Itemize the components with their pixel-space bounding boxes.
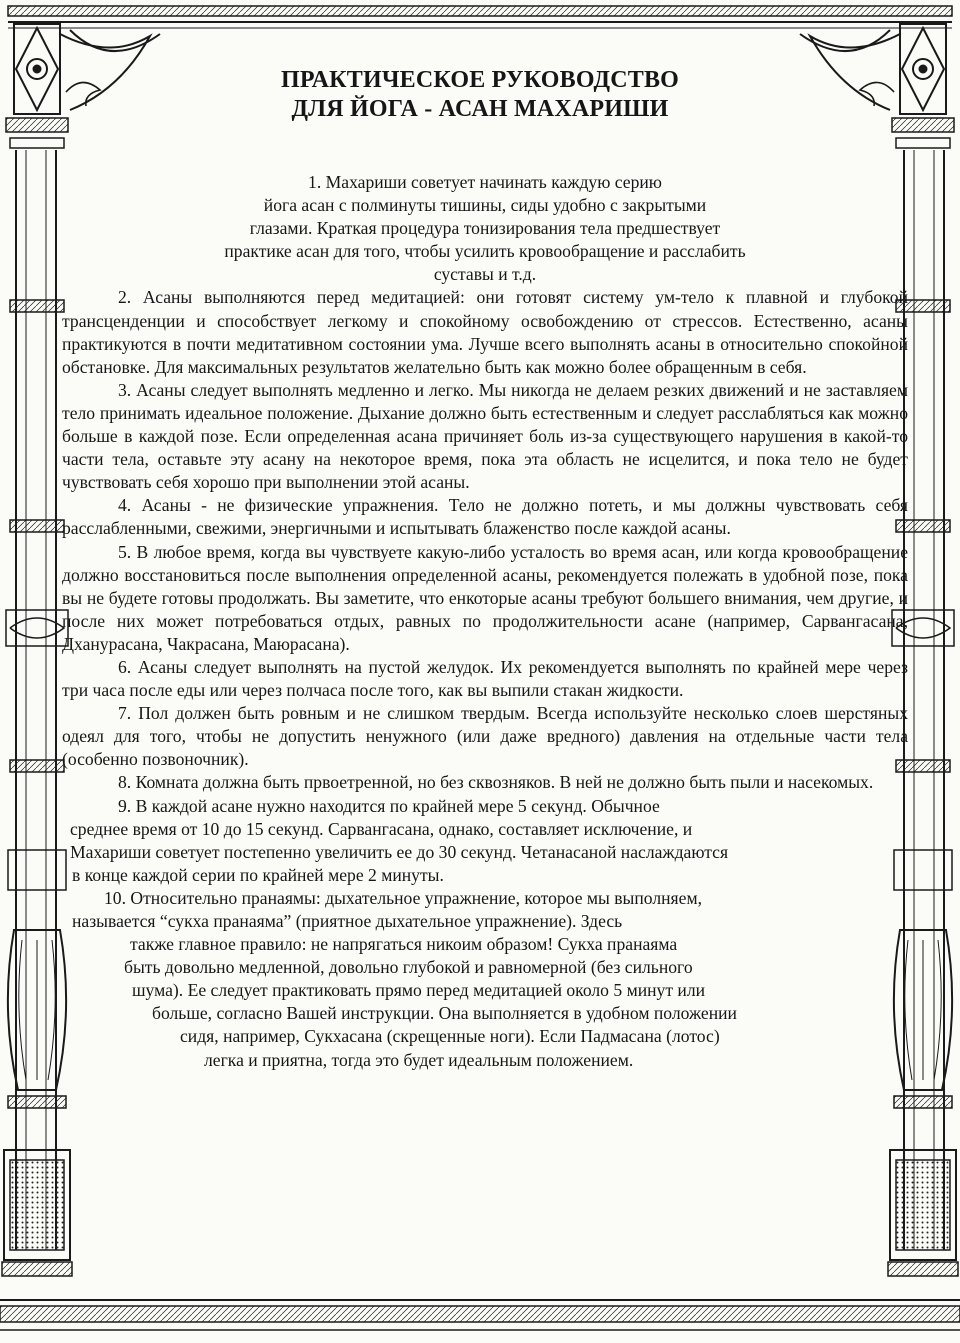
paragraph-9-line-2: среднее время от 10 до 15 секунд. Сарвангасана, однако, составляет исключение, и (70, 818, 693, 839)
paragraph-7: 7. Пол должен быть ровным и не слишком твердым. Всегда используйте несколько слоев шерстяных одеял для того, чтобы не допустить ненужного (или даже вредного) давления на отдельные части тела (особенно позвоночник). (62, 703, 908, 770)
paragraph-10-line-1: 10. Относительно пранаямы: дыхательное упражнение, которое мы выполняем, (104, 887, 702, 908)
top-cornice (8, 6, 952, 51)
paragraph-10-line-6: больше, согласно Вашей инструкции. Она выполняется в удобном положении (152, 1003, 737, 1024)
paragraph-8: 8. Комната должна быть првоетренной, но без сквозняков. В ней не должно быть пыли и насекомых. (118, 772, 874, 793)
paragraph-9 (62, 795, 908, 887)
paragraph-10-line-3: также главное правило: не напрягаться никоим образом! Сукха пранаяма (130, 934, 678, 955)
paragraph-1-line-5: суставы и т.д. (433, 264, 537, 285)
title-line-1: ПРАКТИЧЕСКОЕ РУКОВОДСТВО (280, 67, 680, 93)
paragraph-10-line-2: называется “сукха пранаяма” (приятное дыхательное упражнение). Здесь (72, 911, 623, 931)
paragraph-6: 6. Асаны следует выполнять на пустой желудок. Их рекомендуется выполнять по крайней мере через три часа после еды или через полчаса после того, как вы выпили стакан жидкости. (62, 656, 908, 701)
paragraph-9-line-1: 9. В каждой асане нужно находится по крайней мере 5 секунд. Обычное (118, 795, 660, 816)
paragraph-1-line-4: практике асан для того, чтобы усилить кровообращение и расслабить (224, 241, 746, 262)
paragraph-9-line-4: в конце каждой серии по крайней мере 2 минуты. (72, 864, 444, 885)
document-title (200, 66, 760, 124)
paragraph-1-line-3: глазами. Краткая процедура тонизирования тела предшествует (249, 218, 721, 239)
bottom-base (0, 1300, 960, 1330)
paragraph-1-line-1: 1. Махариши советует начинать каждую серию (308, 172, 662, 192)
paragraph-1 (62, 171, 908, 286)
paragraph-10-line-7: сидя, например, Сукхасана (скрещенные ноги). Если Падмасана (лотос) (180, 1026, 720, 1047)
title-line-2: ДЛЯ ЙОГА - АСАН МАХАРИШИ (291, 96, 669, 122)
paragraph-10-line-5: шума). Ее следует практиковать прямо перед медитацией около 5 минут или (132, 980, 706, 1001)
paragraph-4: 4. Асаны - не физические упражнения. Тело не должно потеть, и мы должны чувствовать себя расслабленными, свежими, энергичными и испытывать блаженство после каждой асаны. (62, 495, 908, 539)
paragraph-1-line-2: йога асан с полминуты тишины, сиды удобно с закрытыми (263, 195, 707, 216)
paragraph-9-line-3: Махариши советует постепенно увеличить ее до 30 секунд. Четанасаной наслаждаются (70, 841, 729, 862)
paragraph-2: 2. Асаны выполняются перед медитацией: они готовят систему ум-тело к плавной и глубокой трансценденции и способствует легкому и спокойному освобождению от стрессов. Естественно, асаны практикуются в почти медитативном состоянии ума. Лучше всего выполнять асаны в относительно спокойной обстановке. Для максимальных результатов желательно быть как можно более обращенным в себя. (62, 287, 908, 377)
paragraph-10-line-8: легка и приятна, тогда это будет идеальным положением. (204, 1049, 634, 1070)
paragraph-3: 3. Асаны следует выполнять медленно и легко. Мы никогда не делаем резких движений и не заставляем тело принимать идеальное положение. Дыхание должно быть естественным и следует расслабляться как можно больше в каждой позе. Если определенная асана причиняет боль из-за существующего нарушения в какой-то части тела, оставьте эту асану на некоторое время, пока эта область не исцелится, и пока тело не будет чувствовать себя хорошо при выполнении этой асаны. (62, 379, 908, 493)
document-body (62, 171, 908, 1072)
paragraph-5: 5. В любое время, когда вы чувствуете какую-либо усталость во время асан, или когда кровообращение должно восстановиться после выполнения определенной асаны, рекомендуется полежать в удобной позе, пока вы не будете готовы продолжать. Вы заметите, что енкоторые асаны требуют большего внимания, чем другие, и после них может потребоваться отдых, равных по продолжительности асане (например, Сарвангасана, Дханурасана, Чакрасана, Маюрасана). (62, 541, 908, 654)
paragraph-10 (62, 887, 908, 1072)
paragraph-10-line-4: быть довольно медленной, довольно глубокой и равномерной (без сильного (124, 957, 693, 978)
